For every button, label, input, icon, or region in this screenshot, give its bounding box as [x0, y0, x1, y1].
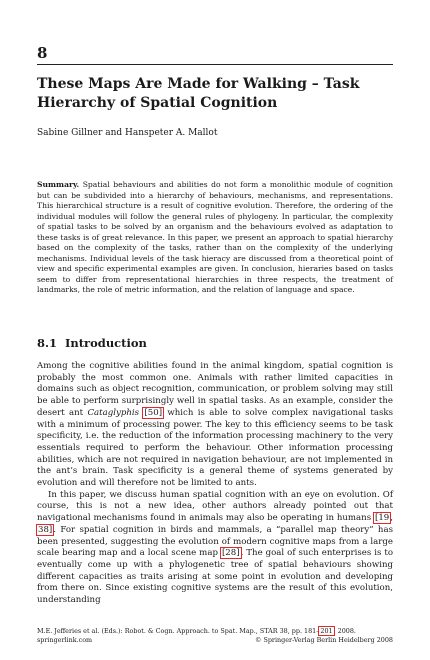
- body-text-run: . The goal of such enterprises is to eventually come up with a phylogenetic tree of spatial behaviours showing different capacities as traits arising at some point in evolution and developing from there on. Since existing cognitive systems are the result of this evolution, understanding: [37, 548, 393, 606]
- footer-publisher-line: [37, 636, 393, 645]
- summary-label: Summary.: [37, 180, 80, 189]
- authors: Sabine Gillner and Hanspeter A. Mallot: [37, 128, 218, 138]
- body-text-run: ,: [390, 513, 393, 524]
- body-text-run: In this paper, we discuss human spatial cognition with an eye on evolution. Of course, this is not a new idea, other authors already pointed out that navigational mechanisms found in animals may also be operating in humans: [37, 489, 393, 524]
- footer: [37, 627, 393, 645]
- footer-citation: [37, 627, 356, 636]
- section-title: Introduction: [65, 336, 147, 350]
- chapter-number: 8: [37, 44, 48, 62]
- footer-copyright: © Springer-Verlag Berlin Heidelberg 2008: [255, 636, 393, 644]
- chapter-title-line2: Hierarchy of Spatial Cognition: [37, 95, 278, 111]
- body-text-run: which is able to solve complex navigational tasks with a minimum of processing power. The key to this efficiency seems to be task specificity, i.e. the reduction of the information processing machinery to the very essentials required to perform the behaviour. Other information processing abilities, which are not required in navigation behaviour, are not implemented in the ant’s brain. Task specificity is a general theme of systems generated by evolution and will therefore not be limited to ants.: [37, 407, 393, 489]
- footer-citation-text: M.E. Jefferies et al. (Eds.): Robot. & Cogn. Approach. to Spat. Map., STAR 38, pp. 181–: [37, 627, 320, 635]
- paper-page: [37, 0, 393, 660]
- chapter-title-line1: These Maps Are Made for Walking – Task: [37, 76, 360, 92]
- genus-name: Cataglyphis: [87, 407, 140, 418]
- citation-link[interactable]: [50]: [144, 407, 163, 418]
- summary-text: Spatial behaviours and abilities do not form a monolithic module of cognition but can be subdivided into a hierarchy of behaviours, mechanisms, and representations. This hierarchical structure is a result of cognitive evolution. Therefore, the ordering of the individual modules will follow the general rules of phylogeny. In particular, the complexity of spatial tasks to be solved by an organism and the behaviours evolved as adaptation to these tasks is of great relevance. In this paper, we present an approach to spatial hierarchy based on the complexity of the tasks, rather than on the complexity of the underlying mechanisms. Individual levels of the task hieracy are discussed from a theoretical point of view and specific experimental examples are given. In conclusion, hieraries based on tasks seem to differ from representational hierarchies in three respects, the treatment of landmarks, the role of metric information, and the relation of language and space.: [37, 180, 393, 294]
- chapter-rule: [37, 64, 393, 65]
- body-paragraph-2: [37, 490, 393, 607]
- body-text-run: Among the cognitive abilities found in the animal kingdom, spatial cognition is probably the most common one. Animals with rather limited capacities in domains such as object recognition, communication, or problem solving may still be able to perform surprisingly well in spatial tasks. As an example, consider the desert ant: [37, 361, 393, 418]
- chapter-title: [37, 75, 393, 113]
- citation-link[interactable]: 38]: [38, 524, 53, 535]
- footer-site: springerlink.com: [37, 636, 93, 644]
- page-link[interactable]: 201: [320, 627, 333, 635]
- footer-citation-text: , 2008.: [333, 627, 356, 635]
- citation-link[interactable]: [28]: [221, 548, 240, 559]
- citation-link[interactable]: [19: [374, 513, 390, 524]
- body-text: [37, 361, 393, 607]
- summary-paragraph: [37, 180, 393, 296]
- section-heading: [37, 336, 147, 350]
- body-text-run: . For spatial cognition in birds and mammals, a “parallel map theory” has been presented, suggesting the evolution of modern cognitive maps from a large scale bearing map and a local scene map: [37, 524, 393, 559]
- body-paragraph-1: [37, 361, 393, 490]
- footer-citation-line: [37, 627, 393, 636]
- section-number: 8.1: [37, 336, 58, 350]
